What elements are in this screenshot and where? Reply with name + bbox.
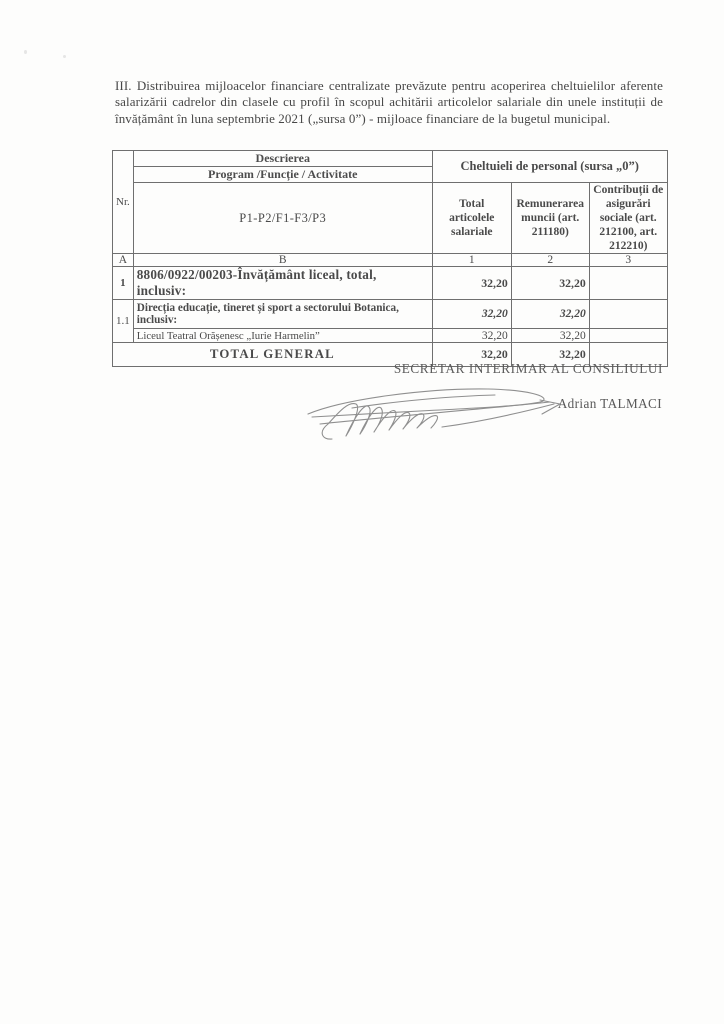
header-col-total: Total articolele salariale: [432, 183, 511, 254]
intro-paragraph: III. Distribuirea mijloacelor financiare centralizate prevăzute pentru acoperirea cheltuielilor aferente salarizării cadrelor din clasele cu profil în scopul achitării articolelor salariale din unele instituții de învățământ în luna septembrie 2021 („sursa 0”) - mijloace financiare de la bugetul municipal.: [115, 78, 663, 126]
row-value-2: 32,20: [511, 329, 589, 343]
index-a: A: [113, 254, 134, 267]
header-row-descrierea: [113, 151, 668, 167]
header-row-columns: [113, 183, 668, 254]
index-b: B: [133, 254, 432, 267]
handwritten-signature: [302, 383, 570, 445]
row-value-3: [589, 329, 667, 343]
header-nr: Nr.: [113, 151, 134, 254]
row-value-3: [589, 300, 667, 329]
secretary-title: SECRETAR INTERIMAR AL CONSILIULUI: [393, 361, 663, 376]
row-value-2: 32,20: [511, 267, 589, 300]
row-value-2: 32,20: [511, 300, 589, 329]
header-col-contributii: Contribuții de asigurări sociale (art. 212100, art. 212210): [589, 183, 667, 254]
index-2: 2: [511, 254, 589, 267]
total-label: TOTAL GENERAL: [113, 343, 433, 367]
table-row: [113, 329, 668, 343]
header-program: Program /Funcție / Activitate: [133, 167, 432, 183]
scan-speck: [24, 50, 27, 54]
row-label: 8806/0922/00203-Învățământ liceal, total, inclusiv:: [133, 267, 432, 300]
row-value-3: [589, 267, 667, 300]
index-3: 3: [589, 254, 667, 267]
header-p1-code: P1-P2/F1-F3/P3: [133, 183, 432, 254]
row-label: Liceul Teatral Orășenesc „Iurie Harmelin”: [133, 329, 432, 343]
header-descrierea: Descrierea: [133, 151, 432, 167]
row-label: Direcția educație, tineret și sport a sectorului Botanica, inclusiv:: [133, 300, 432, 329]
index-1: 1: [432, 254, 511, 267]
scan-speck: [63, 55, 66, 58]
row-value-1: 32,20: [432, 267, 511, 300]
row-nr: 1: [113, 267, 134, 300]
header-cheltuieli-span: Cheltuieli de personal (sursa „0”): [432, 151, 667, 183]
total-value-2: 32,20: [511, 343, 589, 367]
row-value-1: 32,20: [432, 300, 511, 329]
index-row: [113, 254, 668, 267]
table-row: [113, 267, 668, 300]
row-nr: 1.1: [113, 300, 134, 343]
total-value-1: 32,20: [432, 343, 511, 367]
table-row: [113, 300, 668, 329]
financial-table: [112, 150, 668, 367]
secretary-name: Adrian TALMACI: [557, 396, 662, 411]
header-col-remunerare: Remunerarea muncii (art. 211180): [511, 183, 589, 254]
row-value-1: 32,20: [432, 329, 511, 343]
